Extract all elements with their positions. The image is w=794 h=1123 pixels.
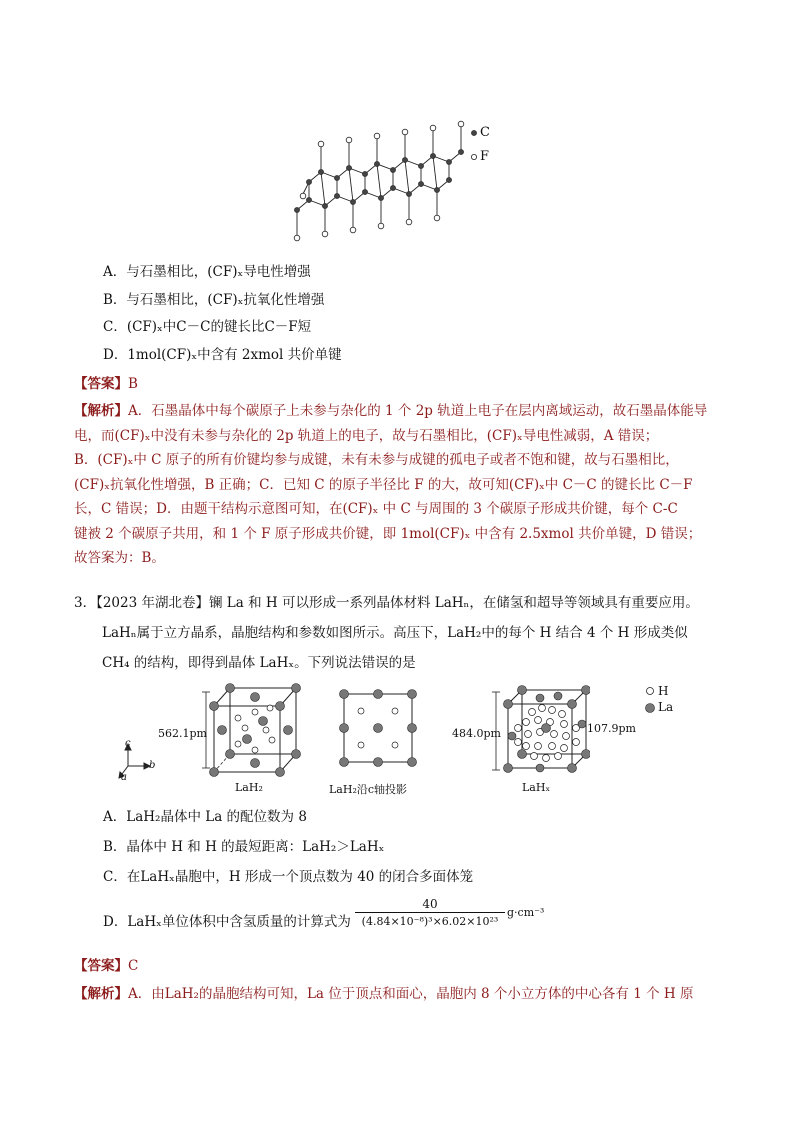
lah2-caption: LaH₂ <box>235 781 263 794</box>
legend-h-label: H <box>658 684 669 698</box>
option-d-prefix: D．LaHₓ单位体积中含氢质量的计算式为 <box>103 914 351 930</box>
option-d-fraction <box>355 896 505 930</box>
lah2-cell-figure <box>200 682 310 778</box>
q2-analysis <box>74 399 724 571</box>
analysis-tag: 【解析】 <box>74 986 128 1002</box>
q3-option-b: B．晶体中 H 和 H 的最短距离：LaH₂＞LaHₓ <box>103 839 385 855</box>
lah2-param: 562.1pm <box>158 727 207 740</box>
analysis-line: 电，而(CF)ₓ中没有未参与杂化的 2p 轨道上的电子，故与石墨相比，(CF)ₓ导电性减弱，A 错误； <box>74 427 659 444</box>
analysis-line: B．(CF)ₓ中 C 原子的所有价键均参与成键，未有未参与成键的孤电子或者不饱和键，故与石墨相比， <box>74 452 679 468</box>
q3-stem-line-1 <box>74 594 699 612</box>
q2-option-b: B．与石墨相比，(CF)ₓ抗氧化性增强 <box>103 292 325 308</box>
answer-value: B <box>128 376 138 392</box>
axis-a-label: a <box>121 772 127 783</box>
fraction-numerator: 40 <box>422 897 438 911</box>
lanthanum-legend-dot <box>646 704 655 713</box>
q2-option-a: A．与石墨相比，(CF)ₓ导电性增强 <box>103 264 311 280</box>
q3-number: 3． <box>74 595 97 611</box>
q3-analysis <box>74 982 693 1002</box>
axis-c-label: c <box>125 738 131 749</box>
answer-tag: 【答案】 <box>74 958 128 974</box>
legend-c-label: C <box>480 125 490 140</box>
fraction-denominator: (4.84×10⁻⁸)³×6.02×10²³ <box>355 912 505 930</box>
legend-f-label: F <box>480 149 490 164</box>
lah2-dimension-bracket <box>200 690 212 770</box>
q3-stem-line-3: CH₄ 的结构，即得到晶体 LaHₓ。下列说法错误的是 <box>102 655 416 671</box>
q3-stem-text: 镧 La 和 H 可以形成一系列晶体材料 LaHₙ，在储氢和超导等领域具有重要应用。 <box>209 595 699 611</box>
analysis-line: (CF)ₓ抗氧化性增强，B 正确；C．已知 C 的原子半径比 F 的大，故可知(CF)ₓ中 C－C 的键长比 C－F <box>74 476 693 493</box>
fluorine-legend-dot <box>471 154 476 159</box>
hydrogen-legend-dot <box>647 688 654 695</box>
analysis-line: 长，C 错误；D．由题干结构示意图可知，在(CF)ₓ 中 C 与周围的 3 个碳原子形成共价键，每个 C-C <box>74 501 678 517</box>
analysis-tag: 【解析】 <box>74 403 128 419</box>
q3-stem-line-2: LaHₙ属于立方晶系，晶胞结构和参数如图所示。高压下，LaH₂中的每个 H 结合 4 个 H 形成类似 <box>102 625 688 641</box>
lahx-caption: LaHₓ <box>522 781 551 794</box>
analysis-line: A．石墨晶体中每个碳原子上未参与杂化的 1 个 2p 轨道上电子在层内离域运动，故石墨晶体能导 <box>128 403 708 419</box>
axis-b-label: b <box>149 760 156 771</box>
lah2-projection-figure <box>338 688 418 768</box>
q3-legend-icons <box>643 684 657 718</box>
answer-value: C <box>128 958 139 974</box>
analysis-line: 键被 2 个碳原子共用，和 1 个 F 原子形成共价键，即 1mol(CF)ₓ 中含有 2.5xmol 共价单键，D 错误； <box>74 525 702 542</box>
option-d-unit: g·cm⁻³ <box>507 906 545 919</box>
analysis-line: A．由LaH₂的晶胞结构可知，La 位于顶点和面心，晶胞内 8 个小立方体的中心各有 1 个 H 原 <box>128 986 694 1002</box>
analysis-line: 故答案为：B。 <box>74 550 165 566</box>
lahx-cell-figure <box>498 684 590 776</box>
q3-option-a: A．LaH₂晶体中 La 的配位数为 8 <box>103 809 307 825</box>
legend-la-label: La <box>658 700 674 714</box>
q2-option-c: C．(CF)ₓ中C－C的键长比C－F短 <box>103 319 312 335</box>
cf-structure-figure <box>285 118 505 246</box>
lahx-param-2: 107.9pm <box>587 722 636 735</box>
q2-answer <box>74 372 138 392</box>
q3-source: 【2023 年湖北卷】 <box>96 595 209 611</box>
q3-answer <box>74 954 138 974</box>
projection-caption: LaH₂沿c轴投影 <box>329 783 408 796</box>
answer-tag: 【答案】 <box>74 376 128 392</box>
q2-option-d: D．1mol(CF)ₓ中含有 2xmol 共价单键 <box>103 347 342 363</box>
q3-option-c: C．在LaHₓ晶胞中，H 形成一个顶点数为 40 的闭合多面体笼 <box>103 869 474 885</box>
carbon-legend-dot <box>471 130 476 135</box>
lahx-param: 484.0pm <box>452 727 501 740</box>
